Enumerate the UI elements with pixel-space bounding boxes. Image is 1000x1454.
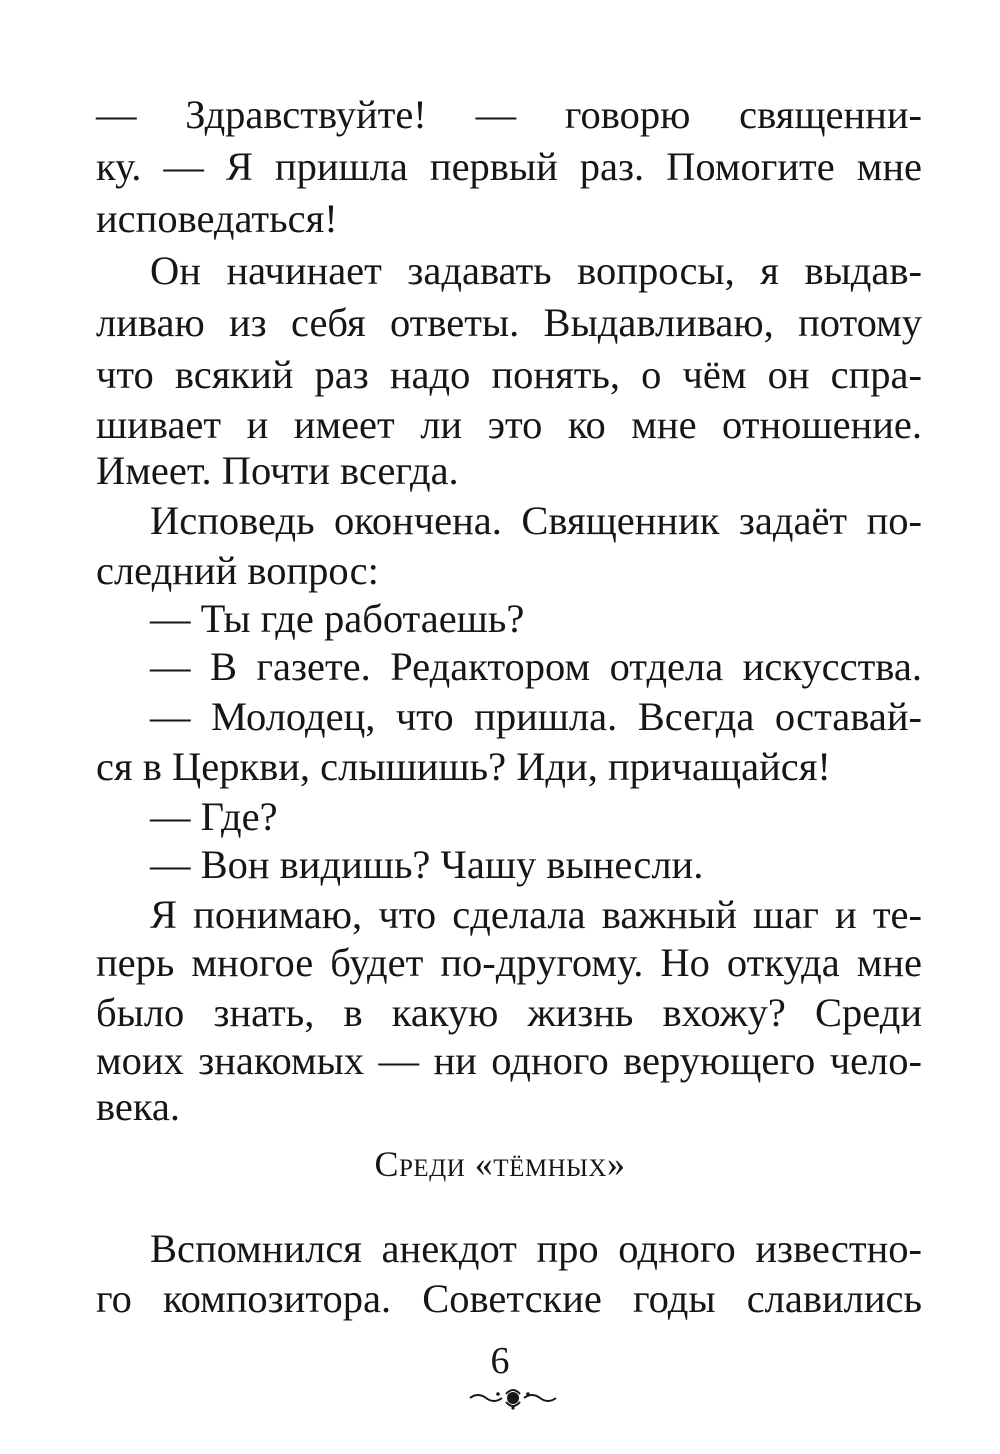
text-line: Имеет. Почти всегда.	[96, 448, 459, 493]
text-line: моих знакомых — ни одного верующего чело-	[96, 1038, 922, 1083]
section-heading: Среди «тёмных»	[374, 1144, 626, 1184]
text-line: что всякий раз надо понять, о чём он спра-	[96, 352, 922, 397]
text-line: Он начинает задавать вопросы, я выдав-	[150, 248, 922, 293]
text-line: — Вон видишь? Чашу вынесли.	[150, 842, 704, 887]
text-line: — Ты где работаешь?	[150, 596, 525, 641]
text-line: Вспомнился анекдот про одного известно-	[150, 1226, 922, 1271]
text-line: — Где?	[150, 794, 278, 839]
text-line: — Молодец, что пришла. Всегда оставай-	[150, 694, 922, 739]
text-line: было знать, в какую жизнь вхожу? Среди	[96, 990, 922, 1035]
text-line: го композитора. Советские годы славились	[96, 1276, 922, 1321]
text-line: века.	[96, 1084, 181, 1129]
text-line: — Здравствуйте! — говорю священни-	[96, 92, 922, 137]
text-line: — В газете. Редактором отдела искусства.	[150, 644, 922, 689]
text-line: ливаю из себя ответы. Выдавливаю, потому	[96, 300, 922, 345]
ornament-icon	[468, 1386, 558, 1410]
text-line: ся в Церкви, слышишь? Иди, причащайся!	[96, 744, 831, 789]
text-line: шивает и имеет ли это ко мне отношение.	[96, 402, 922, 447]
text-line: Исповедь окончена. Священник задаёт по-	[150, 498, 922, 543]
text-line: следний вопрос:	[96, 548, 379, 593]
text-line: ку. — Я пришла первый раз. Помогите мне	[96, 144, 922, 189]
text-line: исповедаться!	[96, 196, 338, 241]
text-line: перь многое будет по-другому. Но откуда мне	[96, 940, 922, 985]
text-line: Я понимаю, что сделала важный шаг и те-	[150, 892, 922, 937]
page-number: 6	[490, 1340, 510, 1382]
